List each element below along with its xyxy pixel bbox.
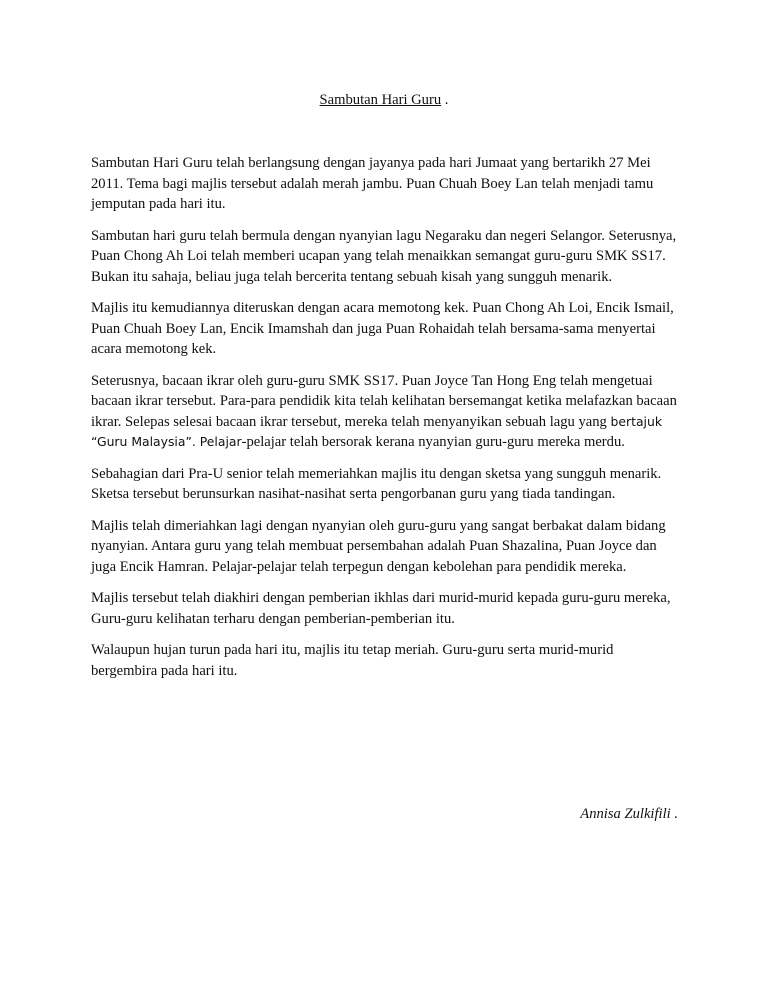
paragraph-8: Walaupun hujan turun pada hari itu, majlis itu tetap meriah. Guru-guru serta murid-murid bergembira pada hari itu. (91, 642, 614, 679)
paragraph-2: Sambutan hari guru telah bermula dengan nyanyian lagu Negaraku dan negeri Selangor. Seterusnya, Puan Chong Ah Loi telah memberi ucapan yang telah menaikkan semangat guru-guru SMK SS17. Bukan itu sahaja, beliau juga telah bercerita tentang sebuah kisah yang sungguh menarik. (91, 227, 677, 285)
paragraph-4-song-title: bertajuk “Guru Malaysia”. Pelajar (91, 413, 663, 449)
document-body (91, 153, 681, 692)
paragraph-4-text-start: Seterusnya, bacaan ikrar oleh guru-guru SMK SS17. Puan Joyce Tan Hong Eng telah mengetuai bacaan ikrar tersebut. Para-para pendidik kita telah kelihatan bersemangat ketika melafazkan bacaan ikrar. Selepas selesai bacaan ikrar tersebut, mereka telah menyanyikan sebuah lagu yang (91, 372, 677, 430)
title-line (0, 90, 768, 110)
paragraph-7: Majlis tersebut telah diakhiri dengan pemberian ikhlas dari murid-murid kepada guru-guru mereka, Guru-guru kelihatan terharu dengan pemberian-pemberian itu. (91, 590, 671, 627)
paragraph-4 (91, 371, 681, 453)
title-period: . (441, 92, 449, 108)
author-signature: Annisa Zulkifili . (580, 806, 678, 822)
paragraph-5: Sebahagian dari Pra-U senior telah memeriahkan majlis itu dengan sketsa yang sungguh menarik. Sketsa tersebut berunsurkan nasihat-nasihat serta pengorbanan guru yang tiada tandingan. (91, 465, 662, 502)
paragraph-6: Majlis telah dimeriahkan lagi dengan nyanyian oleh guru-guru yang sangat berbakat dalam bidang nyanyian. Antara guru yang telah membuat persembahan adalah Puan Shazalina, Puan Joyce dan juga Encik Hamran. Pelajar-pelajar telah terpegun dengan kebolehan para pendidik mereka. (91, 517, 666, 575)
paragraph-3: Majlis itu kemudiannya diteruskan dengan acara memotong kek. Puan Chong Ah Loi, Encik Ismail, Puan Chuah Boey Lan, Encik Imamshah dan juga Puan Rohaidah telah bersama-sama menyertai acara memotong kek. (91, 300, 674, 357)
paragraph-1: Sambutan Hari Guru telah berlangsung dengan jayanya pada hari Jumaat yang bertarikh 27 Mei 2011. Tema bagi majlis tersebut adalah merah jambu. Puan Chuah Boey Lan telah menjadi tamu jemputan pada hari itu. (91, 155, 654, 212)
paragraph-4-text-end: -pelajar telah bersorak kerana nyanyian guru-guru mereka merdu. (241, 434, 625, 450)
document-title: Sambutan Hari Guru (319, 92, 442, 108)
